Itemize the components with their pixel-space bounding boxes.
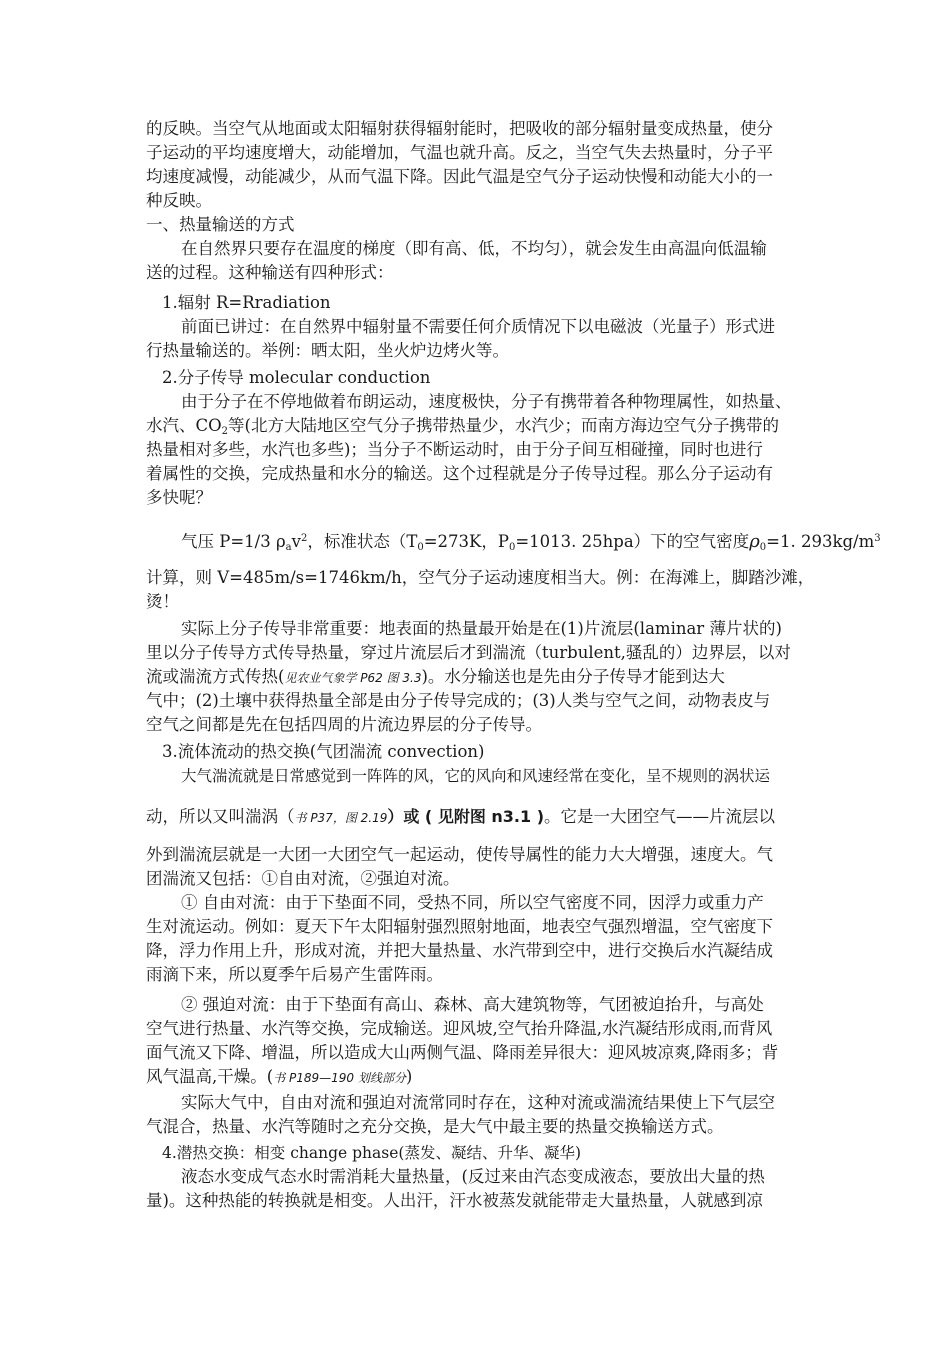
text-line: 量)。这种热能的转换就是相变。人出汗，汗水被蒸发就能带走大量热量，人就感到凉 — [146, 1191, 763, 1210]
text-line: 着属性的交换，完成热量和水分的输送。这个过程就是分子传导过程。那么分子运动有 — [146, 464, 773, 483]
text-line: 团湍流又包括：①自由对流，②强迫对流。 — [146, 869, 460, 888]
text-line: 水汽、$CO_2$等(北方大陆地区空气分子携带热量少，水汽少；而南方海边空气分子携带的 — [146, 416, 779, 437]
handwritten-note: 书 P37，图 2.19 — [294, 811, 388, 825]
text-line: 前面已讲过：在自然界中辐射量不需要任何介质情况下以电磁波（光量子）形式进 — [181, 317, 775, 336]
subheading-convection: 3.流体流动的热交换(气团湍流 convection) — [162, 742, 485, 761]
text-line: 里以分子传导方式传导热量，穿过片流层后才到湍流（turbulent,骚乱的）边界层，以对 — [146, 643, 791, 662]
text-line: 面气流又下降、增温，所以造成大山两侧气温、降雨差异很大：迎风坡凉爽,降雨多；背 — [146, 1043, 779, 1062]
text-line: 降，浮力作用上升，形成对流，并把大量热量、水汽带到空中，进行交换后水汽凝结成 — [146, 941, 773, 960]
text-line: 烫！ — [146, 592, 179, 611]
text-line: 种反映。 — [146, 191, 212, 210]
text-line: 空气之间都是先在包括四周的片流边界层的分子传导。 — [146, 715, 542, 734]
text-line: 流或湍流方式传热(见农业气象学 P62 图 3.3)。水分输送也是先由分子传导才能到达大 — [146, 667, 725, 686]
text-line: 热量相对多些，水汽也多些)；当分子不断运动时，由于分子间互相碰撞，同时也进行 — [146, 440, 763, 459]
section-heading: 一、热量输送的方式 — [146, 215, 295, 234]
text-line: 由于分子在不停地做着布朗运动，速度极快，分子有携带着各种物理属性，如热量、 — [181, 392, 792, 411]
text-line: 均速度减慢，动能减少，从而气温下降。因此气温是空气分子运动快慢和动能大小的一 — [146, 167, 773, 186]
text-line: 动，所以又叫湍涡（书 P37，图 2.19）或 ( 见附图 n3.1 )。它是一大团空气——片流层以 — [146, 807, 776, 826]
text-line: 液态水变成气态水时需消耗大量热量，(反过来由汽态变成液态，要放出大量的热 — [181, 1167, 765, 1186]
text-line: 的反映。当空气从地面或太阳辐射获得辐射能时，把吸收的部分辐射量变成热量，使分 — [146, 119, 773, 138]
subheading-latent-heat: 4.潜热交换：相变 change phase(蒸发、凝结、升华、凝华) — [162, 1144, 581, 1162]
text-line: 送的过程。这种输送有四种形式： — [146, 263, 394, 282]
subheading-conduction: 2.分子传导 molecular conduction — [162, 368, 431, 387]
text-line: 实际上分子传导非常重要：地表面的热量最开始是在(1)片流层(laminar 薄片状的) — [181, 619, 782, 638]
text-line: 气混合，热量、水汽等随时之充分交换，是大气中最主要的热量交换输送方式。 — [146, 1117, 724, 1136]
text-line: 行热量输送的。举例：晒太阳，坐火炉边烤火等。 — [146, 341, 509, 360]
text-line: 大气湍流就是日常感觉到一阵阵的风，它的风向和风速经常在变化，呈不规则的涡状运 — [181, 767, 771, 785]
text-line: 实际大气中，自由对流和强迫对流常同时存在，这种对流或湍流结果使上下气层空 — [181, 1093, 775, 1112]
handwritten-note: 见农业气象学 P62 图 3.3 — [284, 671, 422, 685]
text-line: 在自然界只要存在温度的梯度（即有高、低，不均匀），就会发生由高温向低温输 — [181, 239, 767, 258]
text-line: 气中；(2)土壤中获得热量全部是由分子传导完成的；(3)人类与空气之间，动物表皮与 — [146, 691, 771, 710]
text-line: 计算，则 V=485m/s=1746km/h，空气分子运动速度相当大。例：在海滩上，脚踏沙滩， — [146, 568, 815, 587]
text-line: 风气温高,干燥。(书 P189—190 划线部分) — [146, 1067, 413, 1086]
text-line: 生对流运动。例如：夏天下午太阳辐射强烈照射地面，地表空气强烈增温，空气密度下 — [146, 917, 773, 936]
text-line: 雨滴下来，所以夏季午后易产生雷阵雨。 — [146, 965, 443, 984]
text-line: 子运动的平均速度增大，动能增加，气温也就升高。反之，当空气失去热量时，分子平 — [146, 143, 773, 162]
handwritten-note: 书 P189—190 划线部分 — [273, 1071, 406, 1085]
subheading-radiation: 1.辐射 R=Rradiation — [162, 293, 331, 312]
text-line: 多快呢？ — [146, 488, 212, 507]
formula-line: 气压 P=1/3 $\rho_av^2$，标准状态（$T_0=273K$，$P_0=1013$. 25hpa）下的空气密度$\rho_0=1$. $293kg/m^3$ — [181, 531, 881, 553]
text-line: 外到湍流层就是一大团一大团空气一起运动，使传导属性的能力大大增强，速度大。气 — [146, 845, 773, 864]
text-line: 空气进行热量、水汽等交换，完成输送。迎风坡,空气抬升降温,水汽凝结形成雨,而背风 — [146, 1019, 773, 1038]
text-line: ① 自由对流：由于下垫面不同，受热不同，所以空气密度不同，因浮力或重力产 — [181, 893, 764, 912]
text-line: ② 强迫对流：由于下垫面有高山、森林、高大建筑物等，气团被迫抬升，与高处 — [181, 995, 764, 1014]
